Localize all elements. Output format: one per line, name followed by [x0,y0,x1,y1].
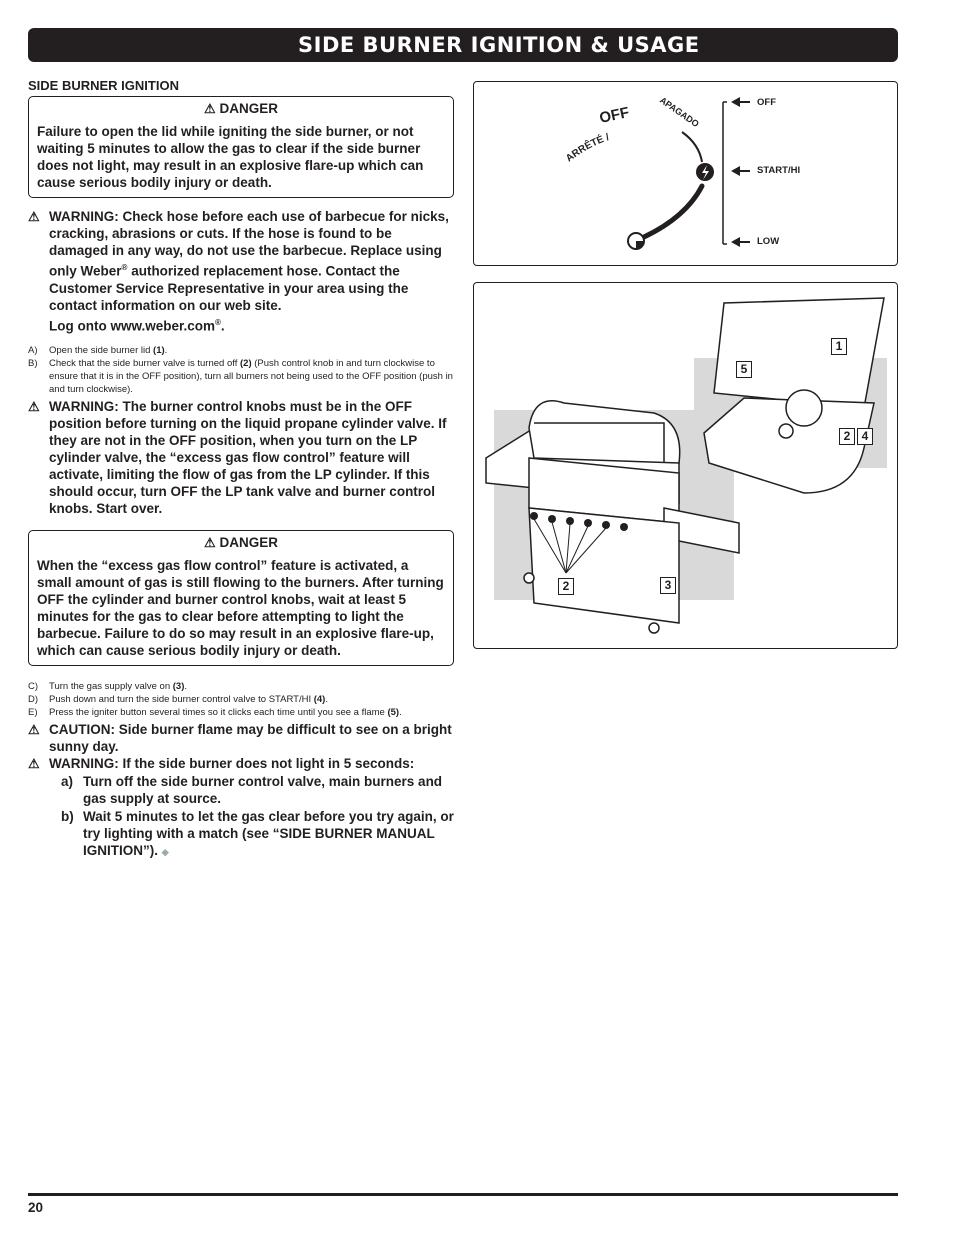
callout-2-side: 2 [839,428,855,445]
steps-ab [28,344,454,396]
step-letter: D) [28,694,39,705]
registered-mark: ® [215,317,221,327]
step-d [28,693,454,706]
callout-1: 1 [831,338,847,355]
warning-triangle-icon: ⚠ [28,209,40,224]
danger-box-1 [28,96,454,198]
warning-light-text: WARNING: If the side burner does not light in 5 seconds: [49,756,415,771]
step-text [49,706,454,719]
warning-knobs [28,398,454,517]
item-letter: b) [61,809,74,824]
page-title: SIDE BURNER IGNITION & USAGE [298,33,700,57]
side-burner-knob [779,424,793,438]
danger-title-text: DANGER [219,535,278,550]
danger-box-2 [28,530,454,666]
item-text [83,808,454,861]
step-c-end: . [184,681,188,692]
page-number: 20 [28,1200,44,1215]
warning-hose-text: WARNING: Check hose before each use of barbecue for nicks, cracking, abrasions or cuts. If the hose is found to be damaged in any way, do not use the barbecue. Replace using only Weber [49,209,449,279]
danger-title-text: DANGER [219,101,278,116]
knob-label-off: OFF [757,97,776,108]
section-heading: SIDE BURNER IGNITION [28,78,179,93]
side-burner-ring [786,390,822,426]
callout-5: 5 [736,361,752,378]
danger-text-1: Failure to open the lid while igniting the side burner, or not waiting 5 minutes to allow the gas to clear if the side burner does not light, may result in an explosive flare-up which can cause serious bodily injury or death. [37,124,424,190]
warning-triangle-icon: ⚠ [204,535,216,550]
step-e [28,706,454,719]
warning-knobs-text: WARNING: The burner control knobs must be in the OFF position before turning on the liquid propane cylinder valve. If they are not in the OFF position, when you turn on the LP cylinder valve, the “excess gas flow control” feature will activate, limiting the flow of gas from the LP cylinder. If this should occur, turn OFF the LP tank valve and burner control knobs. Start over. [49,399,447,516]
logon-end: . [220,318,225,333]
step-d-end: . [325,694,328,705]
arc-label-off: OFF [597,104,631,127]
weber-link[interactable]: Log onto www.weber.com [49,318,216,333]
step-text [49,693,454,706]
caution-text: CAUTION: Side burner flame may be difficult to see on a bright sunny day. [49,722,452,754]
arc-line-top [682,132,702,162]
step-b-text: Check that the side burner valve is turned off [49,358,240,369]
item-letter: a) [61,774,74,789]
step-text [49,680,454,693]
step-d-ref: (4) [313,694,326,705]
item-text: Turn off the side burner control valve, main burners and gas supply at source. [83,774,443,806]
page-title-bar [28,28,898,62]
knob-label-start: START/HI [757,165,801,176]
warning-triangle-icon: ⚠ [204,101,216,116]
arc-text-arrete: ARRÊTÉ / [564,132,611,165]
step-c-text: Turn the gas supply valve on [49,681,173,692]
arc-thick [644,186,702,237]
arrow-start-icon [731,166,750,176]
step-b [28,357,454,396]
step-text [49,344,454,357]
left-column [28,78,454,861]
step-e-end: . [399,707,402,718]
warning-hose-body [49,208,454,334]
step-a-text: Open the side burner lid [49,345,154,356]
step-letter: E) [28,707,38,718]
danger-title-1 [37,101,445,117]
callout-3: 3 [660,577,676,594]
step-e-ref: (5) [387,707,400,718]
warning-triangle-icon: ⚠ [28,756,40,771]
step-text [49,357,454,396]
warning-hose [28,208,454,334]
warning-hose-text-2: authorized replacement hose. Contact the Customer Service Representative in your area using the contact information on our web site. [49,263,409,313]
low-flame-fill [636,241,644,249]
step-letter: A) [28,345,38,356]
arc-label-apagado: APAGADO [657,94,701,130]
step-letter: C) [28,681,39,692]
warning-light [28,755,454,772]
item-b-text: Wait 5 minutes to let the gas clear before you try again, or try lighting with a match (see “SIDE BURNER MANUAL IGNITION”). [83,809,454,858]
callout-4: 4 [857,428,873,445]
grill-wheel [649,623,659,633]
arrow-off-icon [731,97,750,107]
step-d-text: Push down and turn the side burner control valve to START/HI [49,694,314,705]
knob-label-low: LOW [757,236,780,247]
arrow-low-icon [731,237,750,247]
danger-text-2: When the “excess gas flow control” feature is activated, a small amount of gas is still flowing to the burners. After turning OFF the cylinder and burner control knobs, wait at least 5 minutes for the gas to clear before attempting to light the barbecue. Failure to do so may result in an explosive flare-up, which can cause serious bodily injury or death. [37,558,444,658]
warning-light-item-a [61,773,454,807]
callout-2: 2 [558,578,574,595]
step-b-ref: (2) [240,358,252,369]
end-mark-icon: ◆ [161,847,169,857]
knob-diagram-svg [474,82,897,265]
arc-label-arrete [564,132,611,164]
step-c [28,680,454,693]
step-letter: B) [28,358,38,369]
step-e-text: Press the igniter button several times so it clicks each time until you see a flame [49,707,388,718]
warning-triangle-icon: ⚠ [28,399,40,414]
registered-mark: ® [121,263,128,272]
knob-diagram [473,81,898,266]
step-a [28,344,454,357]
step-b-end: (Push control knob in and turn clockwise to ensure that it is in the OFF position), turn all burners not being used to the OFF position (push in and turn clockwise). [49,358,453,395]
warning-light-item-b [61,808,454,861]
step-a-end: . [164,345,168,356]
grill-caster [524,573,534,583]
footer-rule [28,1193,898,1196]
warning-triangle-icon: ⚠ [28,722,40,737]
step-a-ref: (1) [153,345,165,356]
caution-flame [28,721,454,755]
step-c-ref: (3) [172,681,185,692]
danger-title-2 [37,535,445,551]
grill-illustration [473,282,898,649]
steps-cde [28,680,454,719]
